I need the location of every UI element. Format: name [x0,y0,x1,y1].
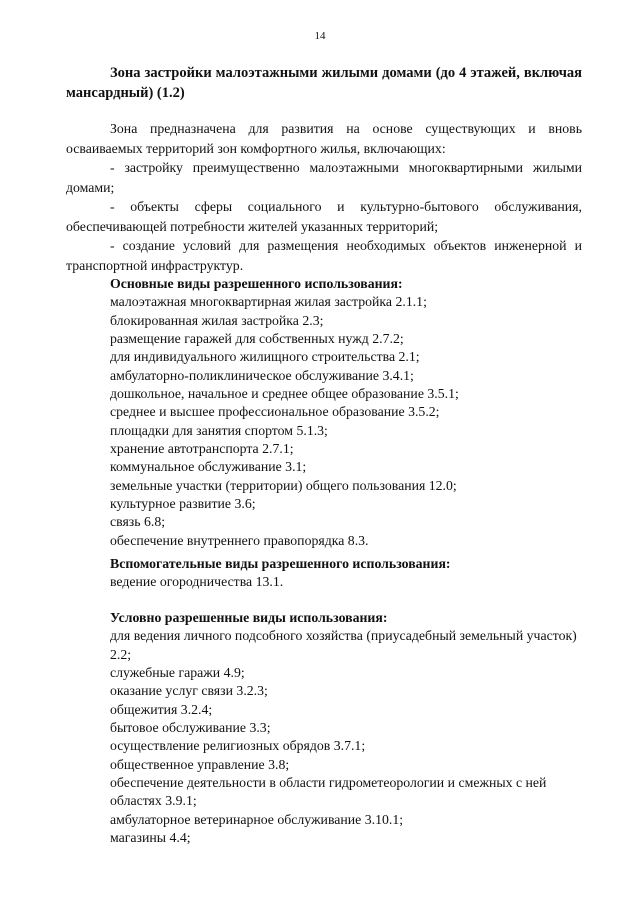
list-item: коммунальное обслуживание 3.1; [110,459,307,475]
list-item: служебные гаражи 4.9; [110,665,245,681]
list-item: размещение гаражей для собственных нужд 2.7.2; [110,331,404,347]
list-item: магазины 4.4; [110,830,191,846]
list-item: бытовое обслуживание 3.3; [110,720,271,736]
auxiliary-uses-heading: Вспомогательные виды разрешенного использования: [110,556,451,571]
conditional-uses-heading: Условно разрешенные виды использования: [110,610,388,625]
zone-title: Зона застройки малоэтажными жилыми домами (до 4 этажей, включая мансардный) (1.2) [66,65,582,101]
list-item: общественное управление 3.8; [110,756,290,772]
auxiliary-uses-section [110,555,590,592]
list-item: обеспечение внутреннего правопорядка 8.3. [110,532,369,548]
list-item: амбулаторное ветеринарное обслуживание 3.10.1; [110,811,404,827]
list-item: земельные участки (территории) общего пользования 12.0; [110,477,457,493]
intro-block [66,119,582,275]
intro-bullet: - застройку преимущественно малоэтажными многоквартирными жилыми домами; [66,160,582,195]
list-item: среднее и высшее профессиональное образование 3.5.2; [110,404,440,420]
intro-bullet: - создание условий для размещения необходимых объектов инженерной и транспортной инфраструктур. [66,238,582,273]
list-item: для ведения личного подсобного хозяйства (приусадебный земельный участок) 2.2; [110,628,577,662]
list-item: обеспечение деятельности в области гидрометеорологии и смежных с ней областях 3.9.1; [110,775,547,809]
list-item: связь 6.8; [110,514,166,530]
page-number: 14 [314,30,326,42]
list-item: малоэтажная многоквартирная жилая застройка 2.1.1; [110,294,427,310]
list-item: общежития 3.2.4; [110,701,213,717]
main-uses-section [110,275,590,550]
list-item: ведение огородничества 13.1. [110,574,284,590]
list-item: площадки для занятия спортом 5.1.3; [110,422,328,438]
list-item: хранение автотранспорта 2.7.1; [110,441,294,457]
intro-bullet: - объекты сферы социального и культурно-бытового обслуживания, обеспечивающей потребности жителей указанных территорий; [66,199,582,234]
list-item: амбулаторно-поликлиническое обслуживание 3.4.1; [110,367,414,383]
list-item: осуществление религиозных обрядов 3.7.1; [110,738,366,754]
list-item: для индивидуального жилищного строительства 2.1; [110,349,420,365]
intro-paragraph: Зона предназначена для развития на основе существующих и вновь осваиваемых территорий зон комфортного жилья, включающих: [66,121,582,156]
list-item: дошкольное, начальное и среднее общее образование 3.5.1; [110,386,459,402]
main-uses-heading: Основные виды разрешенного использования: [110,276,403,291]
list-item: блокированная жилая застройка 2.3; [110,312,324,328]
list-item: культурное развитие 3.6; [110,496,256,512]
list-item: оказание услуг связи 3.2.3; [110,683,268,699]
conditional-uses-section [110,609,590,847]
